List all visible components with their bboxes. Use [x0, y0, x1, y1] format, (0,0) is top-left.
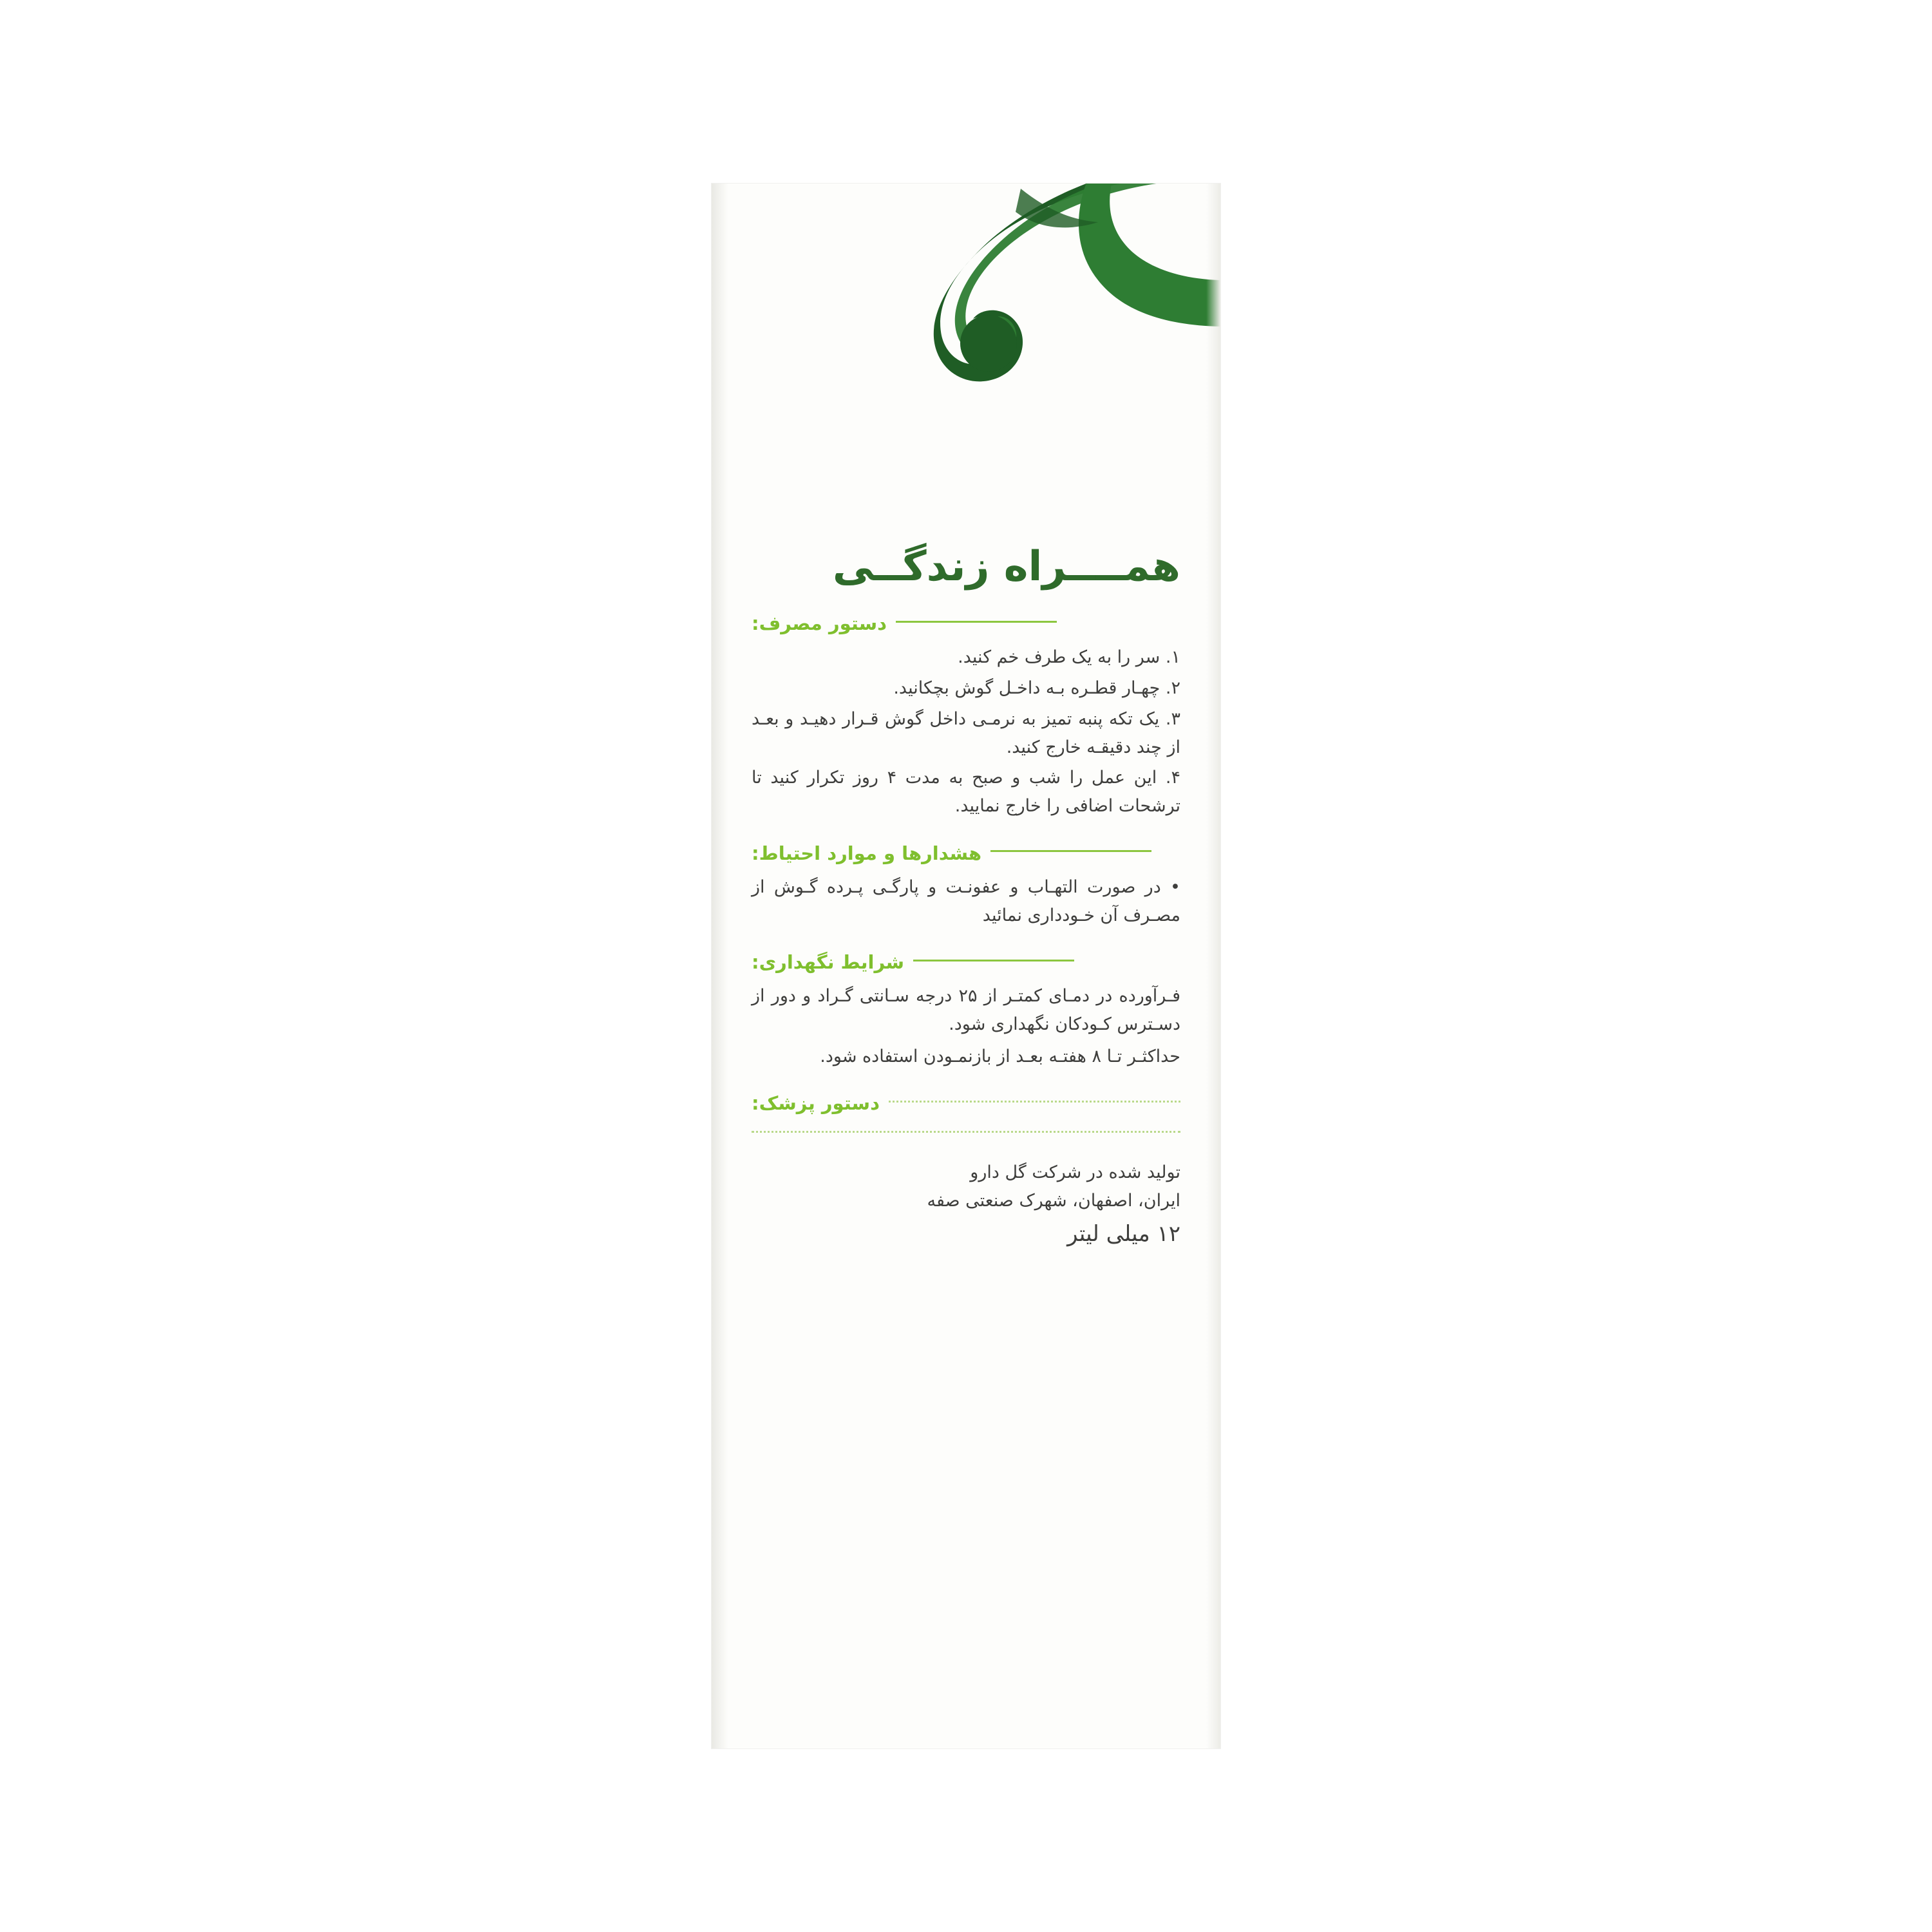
manufacturer-line-1: تولید شده در شرکت گل دارو — [970, 1162, 1180, 1183]
prescription-section-header — [752, 1092, 1180, 1114]
usage-section-title: دستور مصرف: — [752, 612, 887, 635]
storage-paragraph-1: فـرآورده در دمـای کمتـر از ۲۵ درجه سـانتی گـراد و دور از دسـترس کـودکان نگهداری شود. — [752, 986, 1181, 1034]
prescription-section-title: دستور پزشک: — [752, 1092, 880, 1115]
usage-section-header — [752, 612, 1180, 634]
prescription-write-line-1 — [889, 1101, 1180, 1103]
decorative-leaf-swirl-graphic — [712, 184, 1220, 428]
manufacturer-block — [752, 1159, 1180, 1246]
list-item: ۱. سر را به یک طرف خم کنید. — [958, 647, 1180, 668]
volume-label: ۱۲ میلی لیتر — [1067, 1220, 1180, 1247]
list-item: • در صورت التهـاب و عفونـت و پارگـی پـرده گـوش از مصـرف آن خـودداری نمائید — [752, 876, 1180, 925]
usage-steps-list — [752, 643, 1180, 820]
storage-section-header — [752, 951, 1180, 973]
prescription-write-line-2 — [752, 1131, 1180, 1133]
warnings-section-header — [752, 842, 1180, 864]
list-item: ۳. یک تکه پنبه تمیز به نرمـی داخل گوش قـرار دهیـد و بعـد از چند دقیقـه خارج کنید. — [752, 708, 1180, 757]
product-carton-panel — [712, 184, 1220, 1748]
brand-slogan: همــــراه زندگــی — [832, 543, 1180, 591]
storage-paragraph-2: حداکثـر تـا ۸ هفتـه بعـد از بازنمـودن استفاده شود. — [820, 1046, 1180, 1066]
label-content — [752, 544, 1180, 1247]
manufacturer-line-2: ایران، اصفهان، شهرک صنعتی صفه — [927, 1190, 1180, 1211]
storage-section-rule — [913, 960, 1074, 961]
usage-section-rule — [896, 621, 1057, 623]
list-item: ۲. چهـار قطـره بـه داخـل گوش بچکانید. — [893, 678, 1180, 699]
list-item: ۴. این عمل را شب و صبح به مدت ۴ روز تکرار کنید تا ترشحات اضافی را خارج نمایید. — [752, 768, 1180, 817]
storage-section-title: شرایط نگهداری: — [752, 951, 904, 974]
warnings-section-title: هشدارها و موارد احتیاط: — [752, 842, 982, 864]
warnings-list — [752, 873, 1180, 929]
warnings-section-rule — [990, 850, 1151, 852]
